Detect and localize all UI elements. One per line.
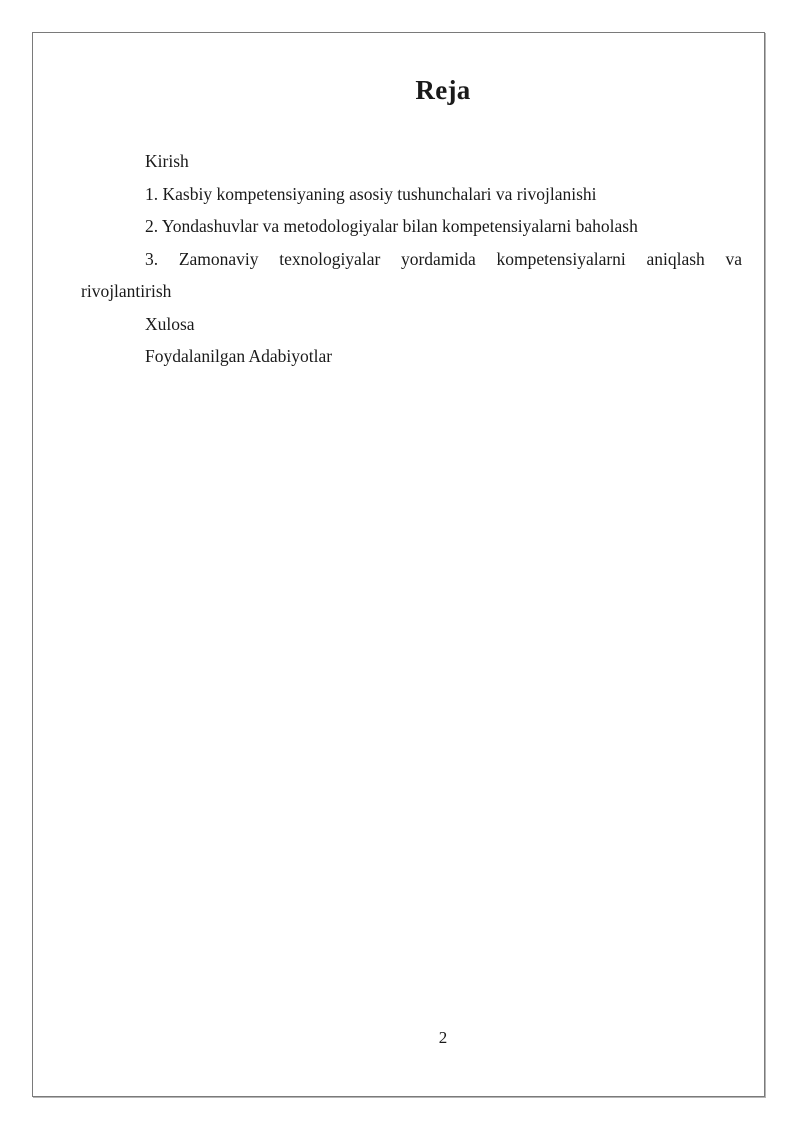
toc-item-section-1: 1. Kasbiy kompetensiyaning asosiy tushunchalari va rivojlanishi — [145, 183, 597, 204]
toc-item-section-3-line-2: rivojlantirish — [81, 281, 172, 301]
page-number: 2 — [438, 1028, 448, 1047]
toc-item-section-2: 2. Yondashuvlar va metodologiyalar bilan kompetensiyalarni baholash — [145, 216, 638, 236]
toc-item-conclusion: Xulosa — [145, 313, 195, 334]
toc-item-section-3 — [81, 243, 742, 308]
page-title: Reja — [415, 75, 471, 105]
toc-item-introduction: Kirish — [145, 151, 189, 171]
toc-item-references: Foydalanilgan Adabiyotlar — [145, 346, 333, 366]
toc-item-section-3-line-1: 3. Zamonaviy texnologiyalar yordamida kompetensiyalarni aniqlash va — [145, 248, 742, 269]
table-of-contents — [81, 145, 742, 373]
